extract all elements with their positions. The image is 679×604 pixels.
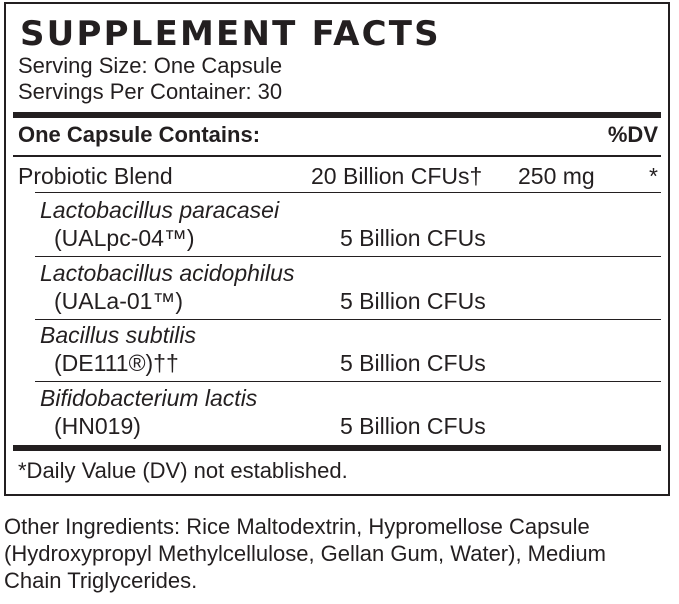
strain-name: Lactobacillus acidophilus — [40, 260, 295, 286]
strain-code: (UALa-01™) — [54, 288, 184, 314]
thick-divider-top — [13, 112, 661, 118]
row-divider — [35, 319, 661, 320]
other-ingredients-line: Chain Triglycerides. — [4, 568, 198, 593]
strain-amount: 5 Billion CFUs — [340, 288, 486, 314]
row-divider — [35, 192, 661, 193]
strain-name: Bifidobacterium lactis — [40, 385, 258, 411]
strain-code: (DE111®)†† — [54, 350, 179, 376]
other-ingredients — [4, 513, 674, 594]
blend-weight: 250 mg — [518, 163, 595, 189]
row-divider — [35, 381, 661, 382]
panel-title: SUPPLEMENT FACTS — [20, 14, 441, 54]
row-divider — [35, 256, 661, 257]
serving-size: Serving Size: One Capsule — [18, 53, 283, 78]
blend-amount: 20 Billion CFUs† — [311, 163, 483, 189]
other-ingredients-line: (Hydroxypropyl Methylcellulose, Gellan Gum, Water), Medium — [4, 541, 606, 566]
blend-name: Probiotic Blend — [18, 163, 173, 189]
strain-amount: 5 Billion CFUs — [340, 225, 486, 251]
supplement-facts-panel — [4, 2, 670, 496]
dv-header: %DV — [607, 122, 658, 147]
servings-per-container: Servings Per Container: 30 — [18, 79, 283, 104]
dv-footnote: *Daily Value (DV) not established. — [18, 458, 348, 483]
strain-code: (UALpc-04™) — [54, 225, 195, 251]
strain-name: Bacillus subtilis — [40, 322, 196, 348]
other-ingredients-line: Other Ingredients: Rice Maltodextrin, Hypromellose Capsule — [4, 514, 590, 539]
strain-amount: 5 Billion CFUs — [340, 350, 486, 376]
header-divider — [13, 155, 661, 157]
blend-dv: * — [649, 163, 658, 189]
contains-header: One Capsule Contains: — [18, 122, 261, 147]
strain-amount: 5 Billion CFUs — [340, 413, 486, 439]
thick-divider-bottom — [13, 445, 661, 451]
strain-code: (HN019) — [54, 413, 141, 439]
strain-name: Lactobacillus paracasei — [40, 197, 280, 223]
